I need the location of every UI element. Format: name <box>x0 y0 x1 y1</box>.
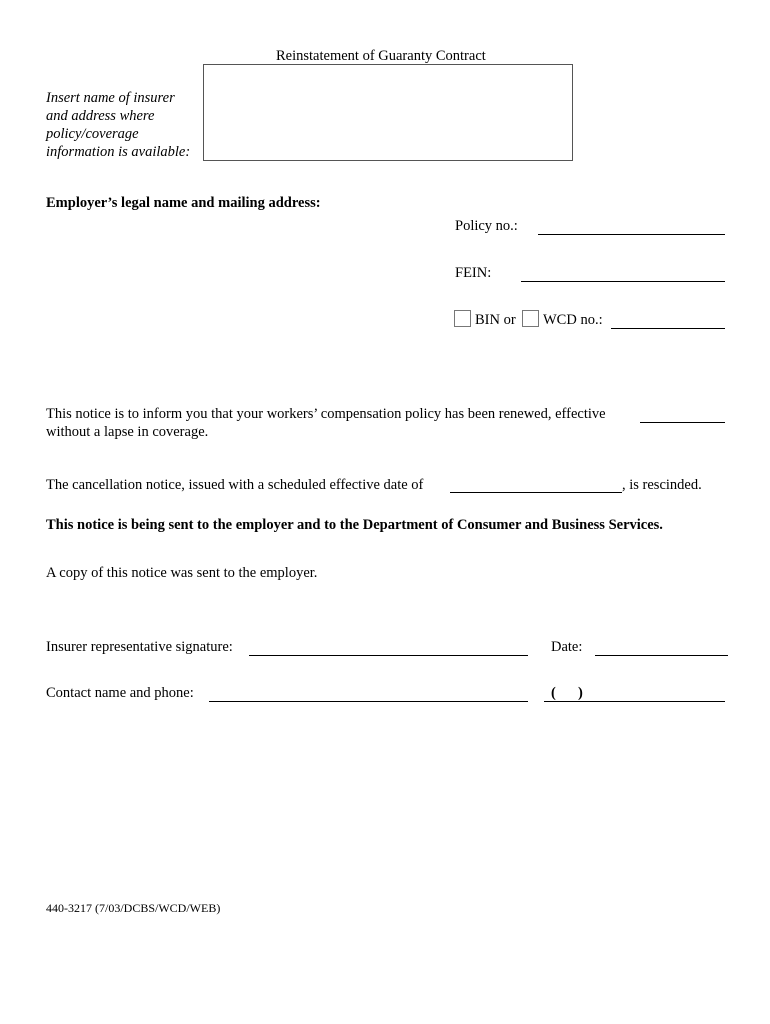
fein-label: FEIN: <box>455 265 492 281</box>
policy-label: Policy no.: <box>455 218 518 234</box>
signature-label: Insurer representative signature: <box>46 639 233 655</box>
fein-field[interactable] <box>521 281 725 282</box>
insurer-label-line2: and address where <box>46 108 155 124</box>
wcd-checkbox[interactable] <box>522 310 539 327</box>
policy-number-field[interactable] <box>538 234 725 235</box>
bin-wcd-number-field[interactable] <box>611 328 725 329</box>
wcd-label: WCD no.: <box>543 312 603 328</box>
contact-label: Contact name and phone: <box>46 685 194 701</box>
copy-notice: A copy of this notice was sent to the employer. <box>46 565 318 581</box>
contact-name-field[interactable] <box>209 701 528 702</box>
insurer-label-line1: Insert name of insurer <box>46 90 175 106</box>
notice-line1: This notice is to inform you that your workers’ compensation policy has been renewed, effective <box>46 406 606 422</box>
phone-open-paren: ( <box>551 685 556 701</box>
date-field[interactable] <box>595 655 728 656</box>
phone-close-paren: ) <box>578 685 583 701</box>
employer-label: Employer’s legal name and mailing address: <box>46 195 321 211</box>
form-title: Reinstatement of Guaranty Contract <box>276 48 486 64</box>
form-footer-code: 440-3217 (7/03/DCBS/WCD/WEB) <box>46 901 221 915</box>
insurer-info-box[interactable] <box>203 64 573 161</box>
date-label: Date: <box>551 639 583 655</box>
renewal-date-field[interactable] <box>640 422 725 423</box>
phone-field[interactable] <box>544 701 725 702</box>
cancellation-prefix: The cancellation notice, issued with a scheduled effective date of <box>46 477 424 493</box>
bin-checkbox[interactable] <box>454 310 471 327</box>
insurer-label-line3: policy/coverage <box>46 126 139 142</box>
sent-notice: This notice is being sent to the employer and to the Department of Consumer and Business Services. <box>46 517 663 533</box>
bin-label: BIN or <box>475 312 516 328</box>
cancellation-suffix: , is rescinded. <box>622 477 702 493</box>
notice-line2: without a lapse in coverage. <box>46 424 209 440</box>
cancellation-date-field[interactable] <box>450 492 622 493</box>
insurer-label-line4: information is available: <box>46 144 191 160</box>
signature-field[interactable] <box>249 655 528 656</box>
